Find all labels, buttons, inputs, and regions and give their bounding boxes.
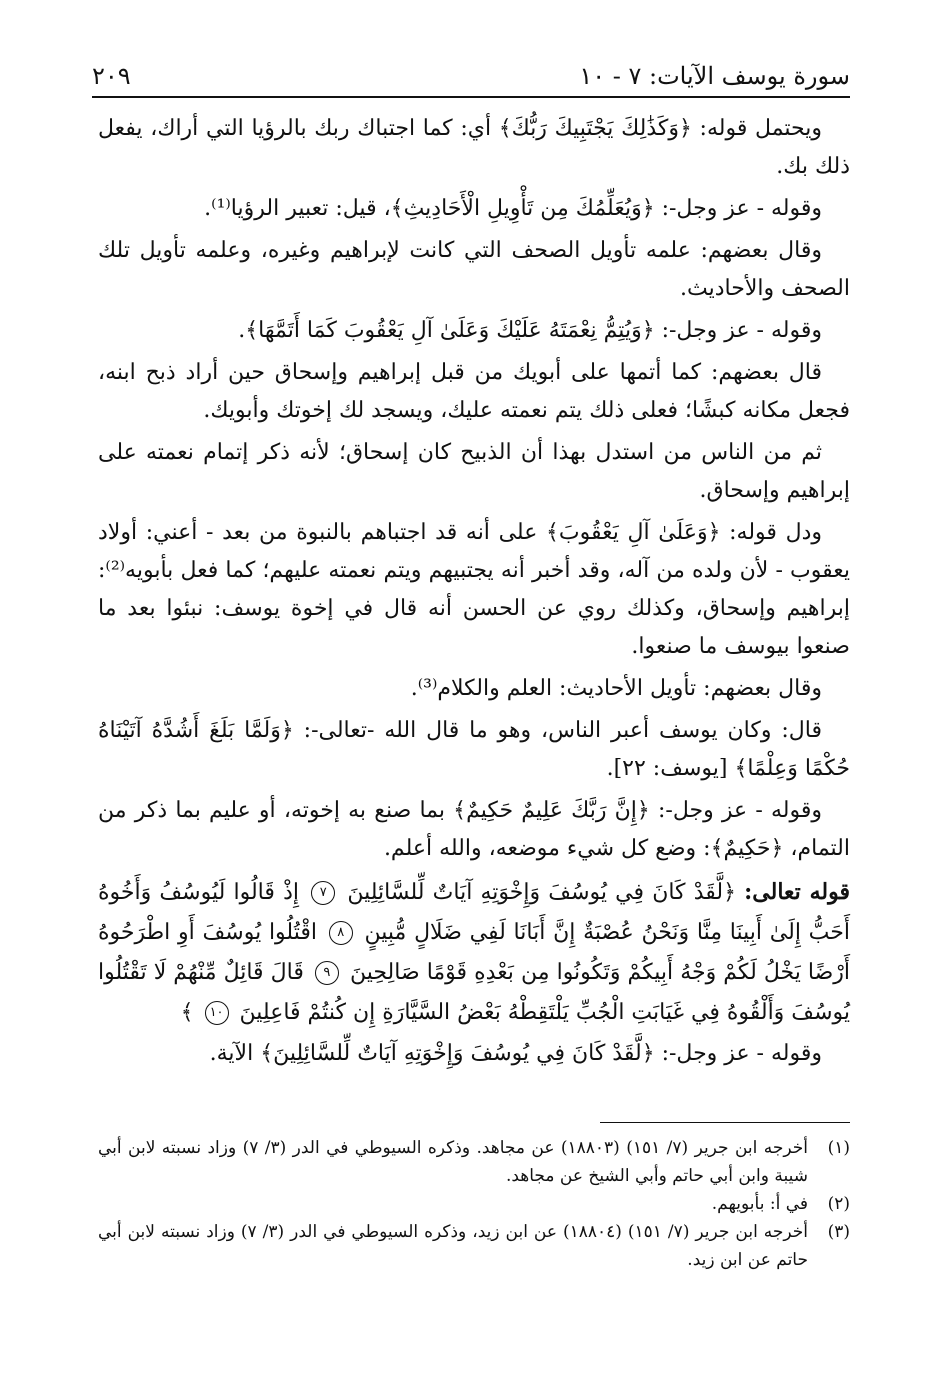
footnote	[98, 1218, 850, 1274]
footnote-text: أخرجه ابن جرير (٧/ ١٥١) (١٨٨٠٣) عن مجاهد. وذكره السيوطي في الدر (٣/ ٧) وزاد نسبته لابن أبي شيبة وابن أبي حاتم وأبي الشيخ عن مجاهد.	[98, 1138, 808, 1186]
ayah-number-marker: ١٠	[205, 1001, 229, 1025]
paragraph: قال بعضهم: كما أتمها على أبويك من قبل إبراهيم وإسحاق حين أراد ذبح ابنه، فجعل مكانه كبشًا؛ فعلى ذلك يتم نعمته عليك، ويسجد لك إخوتك وأبويك.	[98, 360, 850, 423]
verse-text: اقْتُلُوا يُوسُفَ أَوِ اطْرَحُوهُ أَرْضًا يَخْلُ لَكُمْ وَجْهُ أَبِيكُمْ وَتَكُونُوا مِن بَعْدِهِ قَوْمًا صَالِحِينَ	[98, 920, 850, 985]
page-number: ٢٠٩	[92, 62, 131, 90]
ayah-number-marker: ٩	[315, 961, 339, 985]
footnote-number: (٣)	[827, 1222, 850, 1242]
footnotes	[98, 1134, 850, 1274]
paragraph: وقوله - عز وجل-: ﴿وَيُتِمُّ نِعْمَتَهُ عَلَيْكَ وَعَلَىٰ آلِ يَعْقُوبَ كَمَا أَتَمَّهَا﴾.	[238, 318, 822, 343]
paragraph: وقال بعضهم: تأويل الأحاديث: العلم والكلام⁽³⁾.	[410, 676, 822, 701]
footnote-text: في أ: بأبويهم.	[711, 1194, 808, 1214]
paragraph: وقال بعضهم: علمه تأويل الصحف التي كانت لإبراهيم وغيره، وعلمه تأويل تلك الصحف والأحاديث.	[98, 238, 850, 301]
main-text	[98, 110, 850, 1077]
verse-text: قَالَ قَائِلٌ مِّنْهُمْ لَا تَقْتُلُوا يُوسُفَ وَأَلْقُوهُ فِي غَيَابَتِ الْجُبِّ يَلْتَقِطْهُ بَعْضُ السَّيَّارَةِ إِن كُنتُمْ فَاعِلِينَ	[98, 960, 850, 1025]
paragraph: ثم من الناس من استدل بهذا أن الذبيح كان إسحاق؛ لأنه ذكر إتمام نعمته على إبراهيم وإسحاق.	[98, 440, 850, 503]
passage-lead: قوله تعالى:	[744, 879, 850, 905]
paragraph: وقوله - عز وجل-: ﴿إِنَّ رَبَّكَ عَلِيمٌ حَكِيمٌ﴾ بما صنع به إخوته، أو عليم بما ذكر من التمام، ﴿حَكِيمٌ﴾: وضع كل شيء موضعه، والله أعلم.	[98, 798, 850, 861]
paragraph: قال: وكان يوسف أعبر الناس، وهو ما قال الله -تعالى-: ﴿وَلَمَّا بَلَغَ أَشُدَّهُ آتَيْنَاهُ حُكْمًا وَعِلْمًا﴾ [يوسف: ٢٢].	[98, 718, 850, 781]
footnote-number: (١)	[827, 1138, 850, 1158]
running-title: سورة يوسف الآيات: ٧ - ١٠	[579, 62, 850, 90]
ayah-number-marker: ٨	[329, 921, 353, 945]
ayah-number-marker: ٧	[311, 881, 335, 905]
paragraph: وقوله - عز وجل-: ﴿وَيُعَلِّمُكَ مِن تَأْوِيلِ الْأَحَادِيثِ﴾، قيل: تعبير الرؤيا⁽¹⁾.	[204, 196, 822, 221]
paragraph: ويحتمل قوله: ﴿وَكَذَٰلِكَ يَجْتَبِيكَ رَبُّكَ﴾ أي: كما اجتباك ربك بالرؤيا التي أراك، يفعل ذلك بك.	[98, 116, 850, 179]
paragraph: وقوله - عز وجل-: ﴿لَّقَدْ كَانَ فِي يُوسُفَ وَإِخْوَتِهِ آيَاتٌ لِّلسَّائِلِينَ﴾ الآية.	[209, 1041, 822, 1066]
quran-passage	[98, 872, 850, 1033]
footnote-number: (٢)	[827, 1194, 850, 1214]
footnote-separator	[600, 1122, 850, 1123]
verse-text: إِذْ قَالُوا لَيُوسُفُ وَأَخُوهُ أَحَبُّ إِلَىٰ أَبِينَا مِنَّا وَنَحْنُ عُصْبَةٌ إِنَّ أَبَانَا لَفِي ضَلَالٍ مُّبِينٍ	[98, 880, 850, 945]
page-header	[92, 50, 850, 98]
verse-closing-bracket: ﴾	[180, 1000, 194, 1025]
footnote	[98, 1190, 850, 1218]
footnote-text: أخرجه ابن جرير (٧/ ١٥١) (١٨٨٠٤) عن ابن زيد، وذكره السيوطي في الدر (٣/ ٧) وزاد نسبته لابن أبي حاتم عن ابن زيد.	[98, 1222, 809, 1270]
footnote	[98, 1134, 850, 1190]
paragraph: ودل قوله: ﴿وَعَلَىٰ آلِ يَعْقُوبَ﴾ على أنه قد اجتباهم بالنبوة من بعد - أعني: أولاد يعقوب - لأن ولده من آله، وقد أخبر أنه يجتبيهم ويتم نعمته عليهم؛ كما فعل بأبويه⁽²⁾: إبراهيم وإسحاق، وكذلك روي عن الحسن أنه قال في إخوة يوسف: نبئوا بعد ما صنعوا بيوسف ما صنعوا.	[98, 520, 850, 659]
verse-text: ﴿لَّقَدْ كَانَ فِي يُوسُفَ وَإِخْوَتِهِ آيَاتٌ لِّلسَّائِلِينَ	[347, 880, 736, 905]
